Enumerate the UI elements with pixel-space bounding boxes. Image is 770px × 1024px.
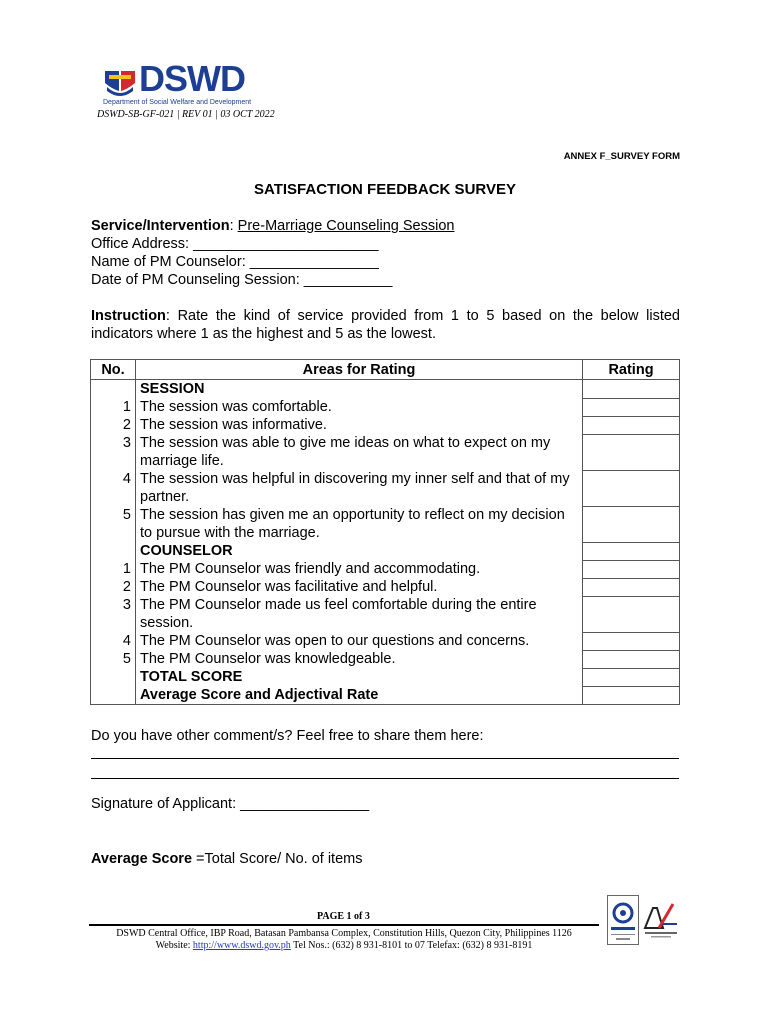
rating-cell[interactable]: [583, 560, 680, 578]
table-row: [91, 470, 680, 506]
rating-cell: [583, 380, 680, 399]
footer-address: DSWD Central Office, IBP Road, Batasan Pambansa Complex, Constitution Hills, Quezon City, Philippines 1126: [116, 928, 572, 939]
comment-line-2[interactable]: [91, 778, 679, 779]
table-row: [91, 398, 680, 416]
table-body: [91, 380, 680, 705]
rating-criterion: The session was helpful in discovering my inner self and that of my partner.: [136, 470, 583, 506]
rating-cell[interactable]: [583, 650, 680, 668]
header-no: No.: [91, 360, 136, 380]
rating-cell[interactable]: [583, 434, 680, 470]
dswd-logo: [103, 58, 253, 106]
rating-cell: [583, 542, 680, 560]
rating-criterion: The session was informative.: [136, 416, 583, 434]
rating-criterion: The PM Counselor was facilitative and helpful.: [136, 578, 583, 596]
rating-criterion: The PM Counselor made us feel comfortable during the entire session.: [136, 596, 583, 632]
row-number: 5: [91, 650, 136, 668]
rating-cell[interactable]: [583, 668, 680, 686]
section-heading: SESSION: [136, 380, 583, 399]
row-number: [91, 668, 136, 686]
accreditation-badge-icon: [643, 900, 679, 940]
header-rating: Rating: [583, 360, 680, 380]
website-link[interactable]: http://www.dswd.gov.ph: [192, 940, 291, 951]
table-row: [91, 506, 680, 542]
table-row: [91, 632, 680, 650]
row-number: 3: [91, 596, 136, 632]
rating-cell[interactable]: [583, 506, 680, 542]
instruction-label: Instruction: [91, 308, 166, 324]
instruction-paragraph: [91, 307, 680, 343]
rating-cell[interactable]: [583, 398, 680, 416]
section-heading: TOTAL SCORE: [136, 668, 583, 686]
row-number: [91, 686, 136, 705]
average-score-text: =Total Score/ No. of items: [192, 851, 363, 867]
footer-contacts: [89, 940, 599, 951]
rating-criterion: The session was comfortable.: [136, 398, 583, 416]
rating-criterion: The session has given me an opportunity to reflect on my decision to pursue with the marriage.: [136, 506, 583, 542]
dswd-emblem-icon: [103, 65, 137, 99]
row-number: 4: [91, 632, 136, 650]
service-label: Service/Intervention: [91, 218, 230, 234]
rating-cell[interactable]: [583, 596, 680, 632]
contact-numbers: Tel Nos.: (632) 8 931-8101 to 07 Telefax: (632) 8 931-8191: [290, 940, 533, 951]
table-row: [91, 650, 680, 668]
session-date-field[interactable]: Date of PM Counseling Session: ___________: [91, 272, 393, 288]
row-number: 2: [91, 416, 136, 434]
average-score-formula: [91, 851, 362, 867]
row-number: 4: [91, 470, 136, 506]
rating-table: [90, 359, 680, 705]
counselor-name-field[interactable]: Name of PM Counselor: ________________: [91, 254, 379, 270]
rating-cell[interactable]: [583, 578, 680, 596]
table-row: [91, 560, 680, 578]
service-separator: :: [229, 218, 238, 234]
table-row: [91, 380, 680, 399]
rating-criterion: The session was able to give me ideas on what to expect on my marriage life.: [136, 434, 583, 470]
row-number: 1: [91, 560, 136, 578]
footer-divider: [89, 924, 599, 926]
table-row: [91, 596, 680, 632]
row-number: 1: [91, 398, 136, 416]
table-header-row: [91, 360, 680, 380]
rating-cell[interactable]: [583, 416, 680, 434]
logo-subtitle: Department of Social Welfare and Development: [103, 99, 252, 106]
socotec-badge-icon: [607, 895, 639, 945]
table-row: [91, 668, 680, 686]
service-value: Pre-Marriage Counseling Session: [237, 218, 455, 234]
header-area: Areas for Rating: [136, 360, 583, 380]
comment-line-1[interactable]: [91, 758, 679, 759]
comments-prompt: Do you have other comment/s? Feel free to share them here:: [91, 728, 484, 744]
document-code: DSWD-SB-GF-021 | REV 01 | 03 OCT 2022: [97, 109, 275, 120]
table-row: [91, 578, 680, 596]
table-row: [91, 686, 680, 705]
rating-cell[interactable]: [583, 470, 680, 506]
instruction-text: : Rate the kind of service provided from 1 to 5 based on the below listed indicators where 1 as the highest and 5 as the lowest.: [91, 308, 680, 342]
row-number: 5: [91, 506, 136, 542]
row-number: [91, 542, 136, 560]
certification-logos: [607, 895, 679, 945]
page-number: PAGE 1 of 3: [317, 911, 370, 922]
table-row: [91, 542, 680, 560]
average-score-label: Average Score: [91, 851, 193, 867]
section-heading: Average Score and Adjectival Rate: [136, 686, 583, 705]
logo-wordmark: DSWD: [139, 58, 245, 99]
rating-cell[interactable]: [583, 686, 680, 705]
rating-criterion: The PM Counselor was open to our questions and concerns.: [136, 632, 583, 650]
rating-criterion: The PM Counselor was knowledgeable.: [136, 650, 583, 668]
office-address-field[interactable]: Office Address: _______________________: [91, 236, 379, 252]
row-number: 2: [91, 578, 136, 596]
annex-label: ANNEX F_SURVEY FORM: [563, 151, 680, 162]
website-label: Website:: [155, 940, 193, 951]
service-field: [91, 217, 454, 235]
page-title: SATISFACTION FEEDBACK SURVEY: [254, 181, 516, 198]
rating-cell[interactable]: [583, 632, 680, 650]
table-row: [91, 416, 680, 434]
table-row: [91, 434, 680, 470]
rating-criterion: The PM Counselor was friendly and accommodating.: [136, 560, 583, 578]
row-number: [91, 380, 136, 399]
signature-field[interactable]: Signature of Applicant: ________________: [91, 796, 370, 812]
row-number: 3: [91, 434, 136, 470]
section-heading: COUNSELOR: [136, 542, 583, 560]
